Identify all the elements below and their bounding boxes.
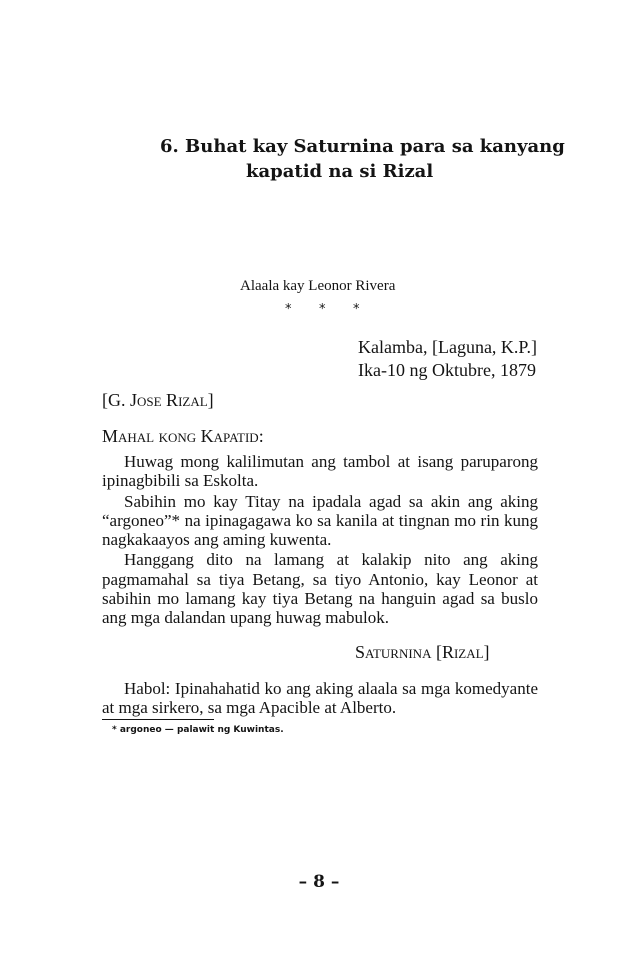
recipient: [G. Jose Rizal] [102,390,214,410]
footnote: * argoneo — palawit ng Kuwintas. [112,725,284,735]
date-line: Ika-10 ng Oktubre, 1879 [358,360,536,380]
asterisk-2: * [319,302,326,317]
paragraph-2: Sabihin mo kay Titay na ipadala agad sa akin ang aking “argoneo”* na ipinagagawa ko sa kanila at tingnan mo rin kung nagkakaayos ang aming kuwenta. [102,491,538,550]
asterisk-1: * [285,302,292,317]
letter-body [102,452,538,629]
salutation: Mahal kong Kapatid: [102,426,264,446]
footnote-divider [102,719,214,720]
place-line: Kalamba, [Laguna, K.P.] [358,337,537,357]
signature: Saturnina [Rizal] [355,642,490,662]
title-line-2: kapatid na si Rizal [246,161,434,182]
paragraph-1: Huwag mong kalilimutan ang tambol at isang paruparong ipinagbibili sa Eskolta. [102,452,538,491]
paragraph-3: Hanggang dito na lamang at kalakip nito ang aking pagmamahal sa tiya Betang, sa tiyo Antonio, kay Leonor at sabihin mo lamang kay tiya Betang na hanguin agad sa buslo ang mga dalandan upang huwag mabulok. [102,550,538,628]
memento-note: Alaala kay Leonor Rivera [240,278,396,294]
postscript [102,679,538,718]
page-number: – 8 – [298,872,340,892]
postscript-text: Habol: Ipinahahatid ko ang aking alaala sa mga komedyante at mga sirkero, sa mga Apacible at Alberto. [102,679,538,718]
title-line-1: 6. Buhat kay Saturnina para sa kanyang [160,136,565,157]
place-and-date [358,336,537,382]
asterisk-3: * [353,302,360,317]
asterisk-ornament [285,302,387,317]
